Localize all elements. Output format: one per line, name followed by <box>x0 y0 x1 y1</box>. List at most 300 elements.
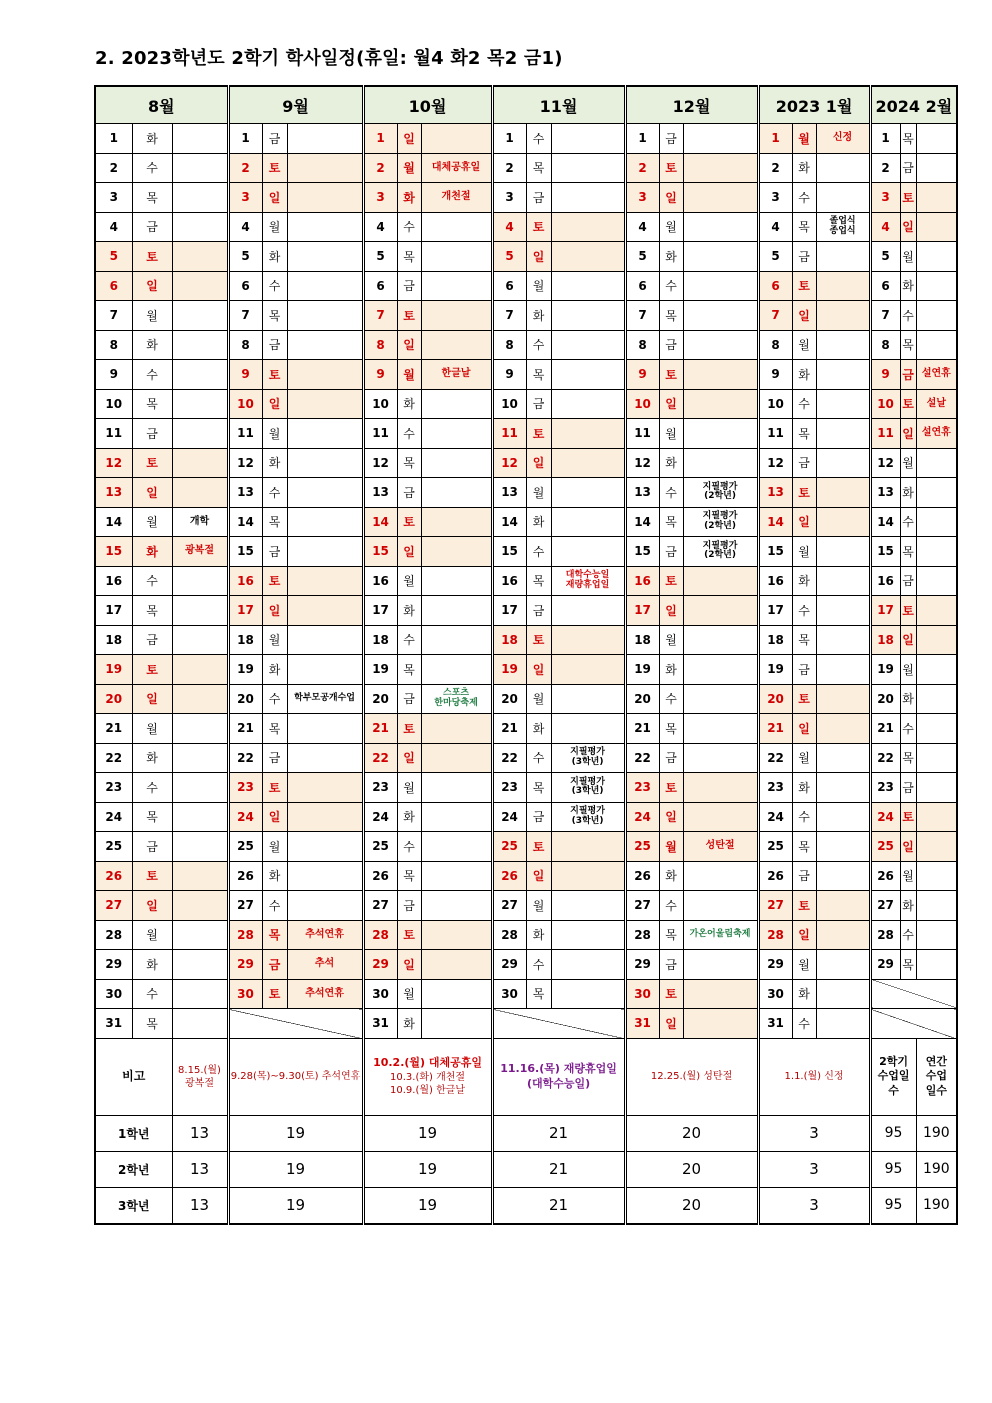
class-day-count: 20 <box>625 1151 758 1187</box>
day-of-week: 금 <box>526 802 551 832</box>
day-event <box>421 301 492 331</box>
day-of-week: 화 <box>792 566 816 596</box>
day-event <box>683 861 758 891</box>
day-of-week: 일 <box>792 714 816 744</box>
day-number: 8 <box>363 330 397 360</box>
day-of-week: 수 <box>900 507 916 537</box>
day-of-week: 토 <box>900 389 916 419</box>
day-of-week: 수 <box>132 153 172 183</box>
day-event <box>421 802 492 832</box>
day-number: 25 <box>870 832 900 862</box>
day-event <box>287 271 363 301</box>
day-number: 1 <box>625 124 659 154</box>
day-of-week: 금 <box>132 832 172 862</box>
day-of-week: 금 <box>262 124 287 154</box>
class-day-count: 19 <box>363 1151 492 1187</box>
day-number: 24 <box>363 802 397 832</box>
academic-calendar-table <box>94 85 958 1225</box>
day-of-week: 월 <box>262 832 287 862</box>
day-of-week: 목 <box>397 448 421 478</box>
day-number: 19 <box>492 655 526 685</box>
day-number: 7 <box>363 301 397 331</box>
day-of-week: 월 <box>262 625 287 655</box>
day-of-week: 토 <box>132 242 172 272</box>
day-event <box>172 360 228 390</box>
day-number: 18 <box>625 625 659 655</box>
month-header: 2024 2월 <box>870 86 957 124</box>
day-of-week: 월 <box>659 419 683 449</box>
day-event <box>421 773 492 803</box>
day-of-week: 월 <box>526 478 551 508</box>
day-of-week: 월 <box>792 743 816 773</box>
day-number: 23 <box>228 773 262 803</box>
day-event <box>421 330 492 360</box>
day-event <box>421 212 492 242</box>
day-of-week: 토 <box>397 714 421 744</box>
day-event <box>551 389 625 419</box>
class-day-count: 3 <box>758 1151 870 1187</box>
day-number: 4 <box>758 212 792 242</box>
day-of-week: 월 <box>792 330 816 360</box>
day-of-week: 금 <box>526 183 551 213</box>
day-of-week: 수 <box>526 950 551 980</box>
day-number: 13 <box>228 478 262 508</box>
day-row <box>95 891 957 921</box>
class-day-count: 20 <box>625 1187 758 1224</box>
day-of-week: 목 <box>132 1009 172 1039</box>
day-of-week: 금 <box>792 655 816 685</box>
day-of-week: 금 <box>526 389 551 419</box>
day-of-week: 화 <box>792 979 816 1009</box>
day-of-week: 수 <box>526 330 551 360</box>
day-number: 20 <box>228 684 262 714</box>
day-of-week: 토 <box>659 153 683 183</box>
day-event <box>916 891 957 921</box>
day-number: 12 <box>95 448 132 478</box>
day-event <box>172 330 228 360</box>
day-number: 15 <box>363 537 397 567</box>
day-event <box>816 861 870 891</box>
day-of-week: 금 <box>900 566 916 596</box>
day-row <box>95 566 957 596</box>
class-day-count: 13 <box>172 1115 228 1151</box>
day-event <box>916 183 957 213</box>
day-of-week: 수 <box>792 802 816 832</box>
day-of-week: 목 <box>526 153 551 183</box>
day-number: 1 <box>95 124 132 154</box>
day-event <box>172 773 228 803</box>
day-event <box>287 153 363 183</box>
day-row <box>95 153 957 183</box>
day-of-week: 금 <box>132 212 172 242</box>
grade-label: 3학년 <box>95 1187 172 1224</box>
day-number: 3 <box>492 183 526 213</box>
day-number: 24 <box>492 802 526 832</box>
day-number: 8 <box>492 330 526 360</box>
day-number: 9 <box>870 360 900 390</box>
day-of-week: 토 <box>132 655 172 685</box>
day-event <box>816 950 870 980</box>
day-row <box>95 124 957 154</box>
day-event: 신정 <box>816 124 870 154</box>
day-number: 20 <box>625 684 659 714</box>
day-of-week: 수 <box>792 596 816 626</box>
day-of-week: 토 <box>262 566 287 596</box>
day-of-week: 월 <box>262 212 287 242</box>
day-event <box>421 1009 492 1039</box>
day-of-week: 금 <box>659 950 683 980</box>
day-event <box>551 920 625 950</box>
day-event <box>816 684 870 714</box>
day-number: 10 <box>95 389 132 419</box>
day-event <box>421 537 492 567</box>
day-number: 12 <box>363 448 397 478</box>
day-number: 26 <box>228 861 262 891</box>
day-event <box>683 979 758 1009</box>
day-of-week: 토 <box>900 183 916 213</box>
day-of-week: 수 <box>792 389 816 419</box>
day-event <box>916 271 957 301</box>
day-number: 30 <box>363 979 397 1009</box>
day-event <box>172 743 228 773</box>
day-number: 5 <box>228 242 262 272</box>
day-of-week: 월 <box>659 832 683 862</box>
day-number: 6 <box>363 271 397 301</box>
day-number: 6 <box>758 271 792 301</box>
day-event <box>816 802 870 832</box>
day-event <box>816 242 870 272</box>
day-event <box>172 271 228 301</box>
day-number: 3 <box>625 183 659 213</box>
day-event <box>683 625 758 655</box>
class-day-count: 21 <box>492 1151 625 1187</box>
day-number: 31 <box>363 1009 397 1039</box>
day-number: 19 <box>228 655 262 685</box>
day-number: 1 <box>492 124 526 154</box>
day-of-week: 금 <box>659 537 683 567</box>
day-row <box>95 714 957 744</box>
class-day-count: 13 <box>172 1187 228 1224</box>
day-of-week: 월 <box>397 360 421 390</box>
day-event <box>551 301 625 331</box>
day-number: 29 <box>870 950 900 980</box>
day-of-week: 금 <box>397 684 421 714</box>
day-number: 9 <box>625 360 659 390</box>
day-number: 29 <box>758 950 792 980</box>
day-of-week: 월 <box>526 684 551 714</box>
day-number: 13 <box>363 478 397 508</box>
day-event <box>172 861 228 891</box>
day-event <box>816 596 870 626</box>
day-number: 12 <box>492 448 526 478</box>
day-number: 19 <box>95 655 132 685</box>
day-of-week: 화 <box>262 242 287 272</box>
day-of-week: 화 <box>397 596 421 626</box>
day-number: 28 <box>363 920 397 950</box>
day-of-week: 월 <box>792 950 816 980</box>
day-number: 30 <box>228 979 262 1009</box>
day-event <box>683 566 758 596</box>
day-of-week: 화 <box>792 153 816 183</box>
day-row <box>95 684 957 714</box>
day-number: 20 <box>492 684 526 714</box>
day-number: 27 <box>492 891 526 921</box>
day-of-week: 토 <box>262 153 287 183</box>
day-number: 23 <box>363 773 397 803</box>
day-number: 14 <box>870 507 900 537</box>
day-event <box>816 832 870 862</box>
day-of-week: 일 <box>132 478 172 508</box>
month-header: 10월 <box>363 86 492 124</box>
day-of-week: 수 <box>397 832 421 862</box>
day-event <box>816 330 870 360</box>
class-day-count: 21 <box>492 1115 625 1151</box>
day-event <box>551 124 625 154</box>
note-august: 8.15.(월) 광복절 <box>172 1038 228 1115</box>
day-number: 5 <box>758 242 792 272</box>
day-number: 11 <box>625 419 659 449</box>
day-number: 5 <box>492 242 526 272</box>
day-number: 30 <box>625 979 659 1009</box>
day-of-week: 토 <box>526 419 551 449</box>
day-of-week: 월 <box>526 271 551 301</box>
day-number: 15 <box>492 537 526 567</box>
class-day-count: 19 <box>363 1115 492 1151</box>
day-of-week: 일 <box>659 1009 683 1039</box>
day-row <box>95 950 957 980</box>
day-of-week: 화 <box>792 360 816 390</box>
day-event <box>816 773 870 803</box>
day-event <box>172 891 228 921</box>
day-of-week: 금 <box>397 891 421 921</box>
day-row <box>95 242 957 272</box>
class-day-count: 20 <box>625 1115 758 1151</box>
day-of-week: 금 <box>900 360 916 390</box>
day-event: 한글날 <box>421 360 492 390</box>
day-event <box>551 153 625 183</box>
note-september: 9.28(목)~9.30(토) 추석연휴 <box>228 1038 363 1115</box>
day-of-week: 월 <box>659 212 683 242</box>
day-of-week: 토 <box>900 596 916 626</box>
day-event <box>683 360 758 390</box>
day-row <box>95 920 957 950</box>
day-row <box>95 419 957 449</box>
day-number: 22 <box>758 743 792 773</box>
day-event <box>172 212 228 242</box>
day-number: 7 <box>95 301 132 331</box>
day-of-week: 월 <box>792 537 816 567</box>
day-event <box>683 153 758 183</box>
day-event <box>551 684 625 714</box>
grade-label: 2학년 <box>95 1151 172 1187</box>
day-row <box>95 360 957 390</box>
day-of-week: 일 <box>132 684 172 714</box>
day-event <box>421 655 492 685</box>
day-event <box>916 478 957 508</box>
day-event <box>172 950 228 980</box>
day-event <box>172 802 228 832</box>
day-number: 11 <box>870 419 900 449</box>
day-event <box>421 419 492 449</box>
day-event <box>551 212 625 242</box>
day-number: 28 <box>492 920 526 950</box>
day-event <box>287 419 363 449</box>
day-number: 29 <box>228 950 262 980</box>
day-number: 22 <box>625 743 659 773</box>
day-of-week: 토 <box>132 861 172 891</box>
day-event: 지필평가 (2학년) <box>683 537 758 567</box>
day-of-week: 화 <box>132 743 172 773</box>
day-number: 17 <box>363 596 397 626</box>
day-of-week: 화 <box>900 478 916 508</box>
day-number: 25 <box>758 832 792 862</box>
day-of-week: 월 <box>900 242 916 272</box>
day-number: 6 <box>95 271 132 301</box>
day-number: 22 <box>95 743 132 773</box>
day-number: 29 <box>95 950 132 980</box>
day-event <box>287 330 363 360</box>
day-event: 성탄절 <box>683 832 758 862</box>
day-of-week: 화 <box>659 448 683 478</box>
day-number: 25 <box>95 832 132 862</box>
day-of-week: 화 <box>397 389 421 419</box>
day-number: 14 <box>758 507 792 537</box>
day-of-week: 토 <box>397 507 421 537</box>
day-event <box>172 153 228 183</box>
day-of-week: 목 <box>397 861 421 891</box>
day-row <box>95 832 957 862</box>
day-of-week: 토 <box>792 891 816 921</box>
day-of-week: 일 <box>526 861 551 891</box>
day-number: 21 <box>625 714 659 744</box>
day-of-week: 금 <box>262 950 287 980</box>
day-number: 2 <box>363 153 397 183</box>
day-number: 29 <box>625 950 659 980</box>
day-number: 14 <box>625 507 659 537</box>
day-of-week: 금 <box>262 537 287 567</box>
day-of-week: 월 <box>900 655 916 685</box>
day-of-week: 화 <box>132 537 172 567</box>
note-january: 1.1.(월) 신정 <box>758 1038 870 1115</box>
day-event <box>287 861 363 891</box>
day-number: 1 <box>758 124 792 154</box>
day-of-week: 목 <box>132 596 172 626</box>
day-of-week: 화 <box>397 802 421 832</box>
class-day-count: 3 <box>758 1187 870 1224</box>
month-header: 2023 1월 <box>758 86 870 124</box>
day-of-week: 일 <box>397 537 421 567</box>
day-event <box>551 950 625 980</box>
day-of-week: 금 <box>659 124 683 154</box>
day-number: 15 <box>95 537 132 567</box>
day-row <box>95 979 957 1009</box>
day-row <box>95 271 957 301</box>
day-of-week: 일 <box>900 625 916 655</box>
day-event <box>916 920 957 950</box>
day-event <box>287 242 363 272</box>
day-of-week: 금 <box>526 596 551 626</box>
day-event <box>287 478 363 508</box>
day-number: 11 <box>363 419 397 449</box>
day-event <box>683 891 758 921</box>
month-header: 11월 <box>492 86 625 124</box>
day-event <box>287 537 363 567</box>
day-row <box>95 537 957 567</box>
day-event <box>287 301 363 331</box>
day-event <box>421 832 492 862</box>
day-event: 대학수능일 재량휴업일 <box>551 566 625 596</box>
day-number: 21 <box>758 714 792 744</box>
day-of-week: 수 <box>132 360 172 390</box>
day-number: 26 <box>870 861 900 891</box>
day-event <box>683 212 758 242</box>
day-of-week: 토 <box>792 684 816 714</box>
day-event <box>916 566 957 596</box>
day-of-week: 목 <box>792 419 816 449</box>
day-of-week: 목 <box>659 920 683 950</box>
day-number: 8 <box>758 330 792 360</box>
day-of-week: 일 <box>659 802 683 832</box>
day-number: 2 <box>625 153 659 183</box>
day-number: 12 <box>625 448 659 478</box>
day-of-week: 수 <box>262 271 287 301</box>
day-number: 11 <box>492 419 526 449</box>
day-number: 17 <box>870 596 900 626</box>
day-number: 22 <box>228 743 262 773</box>
day-event <box>172 183 228 213</box>
day-of-week: 토 <box>397 920 421 950</box>
day-of-week: 월 <box>900 448 916 478</box>
day-number: 27 <box>95 891 132 921</box>
day-event <box>287 124 363 154</box>
day-event <box>816 714 870 744</box>
day-number: 16 <box>95 566 132 596</box>
day-event: 개학 <box>172 507 228 537</box>
day-number: 12 <box>870 448 900 478</box>
day-number: 17 <box>95 596 132 626</box>
day-event <box>916 242 957 272</box>
day-of-week: 월 <box>397 979 421 1009</box>
day-row <box>95 1009 957 1039</box>
day-event <box>172 684 228 714</box>
day-number: 29 <box>363 950 397 980</box>
day-event <box>287 448 363 478</box>
day-event <box>421 507 492 537</box>
day-event <box>683 330 758 360</box>
day-event <box>816 183 870 213</box>
day-event <box>916 684 957 714</box>
day-of-week: 금 <box>262 743 287 773</box>
day-of-week: 일 <box>900 419 916 449</box>
empty-day-cell <box>492 1009 625 1039</box>
day-number: 3 <box>363 183 397 213</box>
day-event <box>551 271 625 301</box>
day-event <box>421 714 492 744</box>
day-number: 31 <box>95 1009 132 1039</box>
day-row <box>95 389 957 419</box>
day-number: 19 <box>625 655 659 685</box>
day-number: 21 <box>228 714 262 744</box>
day-event <box>287 596 363 626</box>
day-number: 24 <box>95 802 132 832</box>
day-number: 14 <box>492 507 526 537</box>
day-of-week: 토 <box>397 301 421 331</box>
day-number: 1 <box>363 124 397 154</box>
day-event <box>816 360 870 390</box>
day-event <box>551 360 625 390</box>
day-number: 19 <box>363 655 397 685</box>
day-event: 추석 <box>287 950 363 980</box>
